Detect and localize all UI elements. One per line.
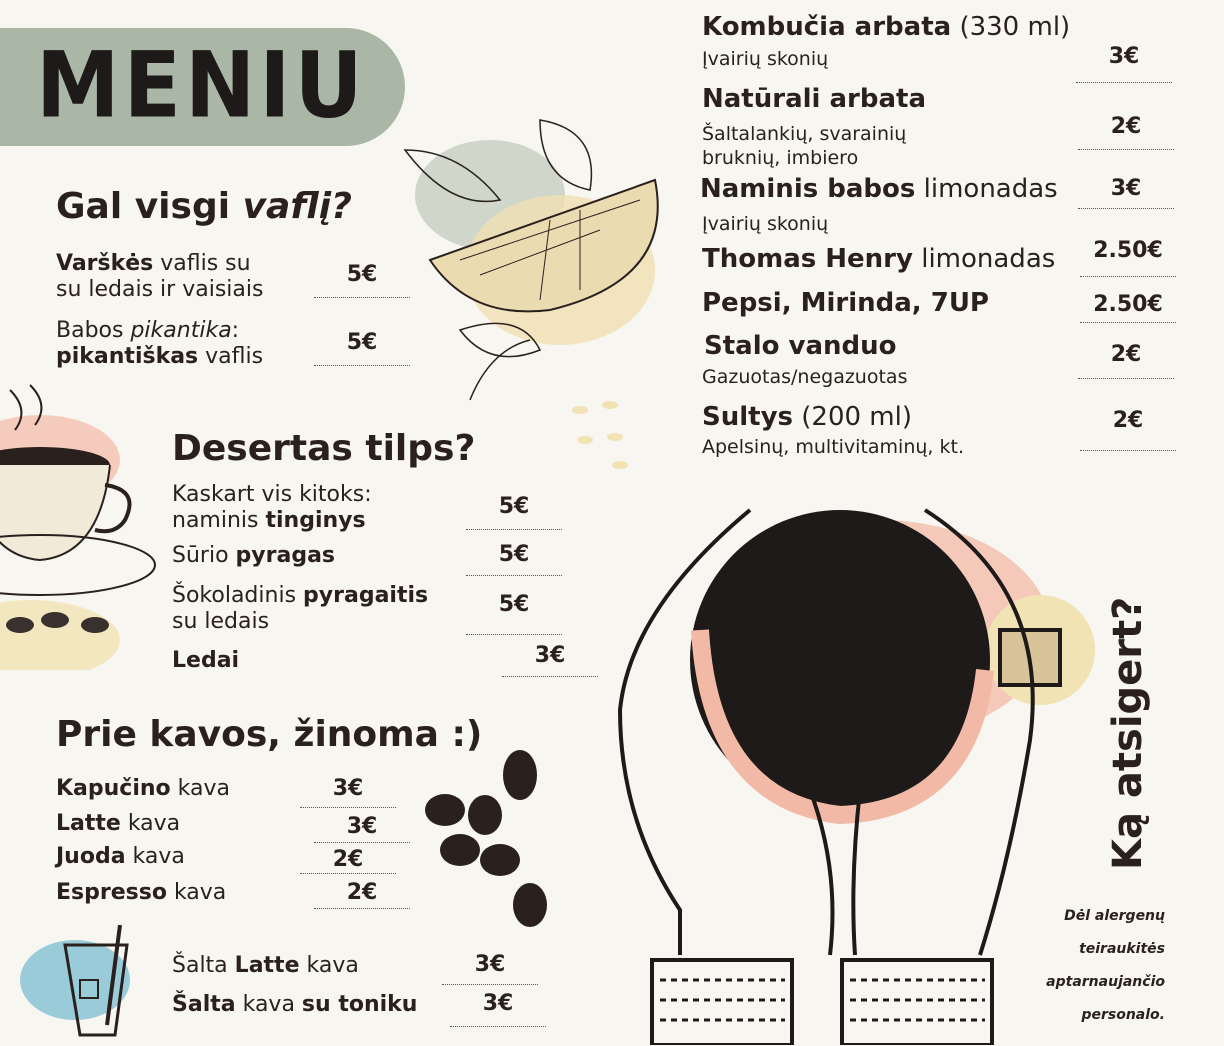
drink-item: Kombučia arbata (330 ml) xyxy=(702,12,1071,42)
price: 5€ xyxy=(466,592,562,635)
menu-item: Šalta Latte kava xyxy=(172,953,359,978)
menu-item: Babos pikantika: pikantiškas vaflis xyxy=(56,318,264,369)
drink-subtitle: Įvairių skonių xyxy=(702,48,829,70)
price: 5€ xyxy=(314,262,410,298)
allergen-note: Dėl alergenų teiraukitės aptarnaujančio personalo. xyxy=(1046,908,1165,1023)
price: 3€ xyxy=(1078,176,1174,209)
menu-item: Šalta kava su toniku xyxy=(172,992,418,1017)
price: 2.50€ xyxy=(1080,292,1176,323)
price: 2.50€ xyxy=(1080,238,1176,277)
desserts-heading: Desertas tilps? xyxy=(172,428,476,469)
drink-subtitle: Įvairių skonių xyxy=(702,213,829,235)
decorative-dots xyxy=(565,395,635,475)
page-title: MENIU xyxy=(36,32,367,138)
price: 2€ xyxy=(300,847,396,874)
menu-item: Espresso kava xyxy=(56,880,227,905)
waffles-heading: Gal visgi vaflį? xyxy=(56,186,352,227)
price: 3€ xyxy=(300,776,396,808)
drink-item: Natūrali arbata xyxy=(702,84,926,114)
drink-item: Naminis babos limonadas xyxy=(700,174,1058,204)
price: 2€ xyxy=(1080,408,1176,451)
price: 3€ xyxy=(450,991,546,1027)
price: 3€ xyxy=(1076,44,1172,83)
price: 3€ xyxy=(502,643,598,677)
menu-item: Juoda kava xyxy=(56,844,185,869)
price: 3€ xyxy=(442,952,538,985)
price: 2€ xyxy=(1078,114,1174,150)
iced-glass-illustration xyxy=(15,925,145,1040)
price: 5€ xyxy=(466,542,562,576)
drinks-vertical-heading: Ką atsigert? xyxy=(1105,596,1151,870)
price: 3€ xyxy=(314,814,410,843)
menu-item: Sūrio pyragas xyxy=(172,543,336,568)
drink-item: Thomas Henry limonadas xyxy=(702,244,1056,274)
drink-subtitle: Šaltalankių, svarainių bruknių, imbiero xyxy=(702,123,907,169)
drink-item: Pepsi, Mirinda, 7UP xyxy=(702,288,989,318)
menu-item: Kapučino kava xyxy=(56,776,231,801)
menu-item: Varškės vaflis su su ledais ir vaisiais xyxy=(56,251,264,302)
drink-subtitle: Apelsinų, multivitaminų, kt. xyxy=(702,436,964,458)
price: 5€ xyxy=(314,330,410,366)
coffee-beans-illustration xyxy=(415,745,555,930)
lemon-mint-illustration xyxy=(400,110,670,410)
menu-item: Šokoladinis pyragaitis su ledais xyxy=(172,583,429,634)
coffee-cup-illustration xyxy=(0,380,160,670)
menu-item: Kaskart vis kitoks: naminis tinginys xyxy=(172,482,372,533)
coffee-heading: Prie kavos, žinoma :) xyxy=(56,714,483,755)
menu-item: Latte kava xyxy=(56,811,181,836)
drink-item: Sultys (200 ml) xyxy=(702,402,912,432)
price: 2€ xyxy=(1078,342,1174,379)
price: 5€ xyxy=(466,494,562,530)
menu-item: Ledai xyxy=(172,648,240,673)
drink-subtitle: Gazuotas/negazuotas xyxy=(702,366,908,388)
drink-item: Stalo vanduo xyxy=(704,331,897,361)
price: 2€ xyxy=(314,880,410,909)
